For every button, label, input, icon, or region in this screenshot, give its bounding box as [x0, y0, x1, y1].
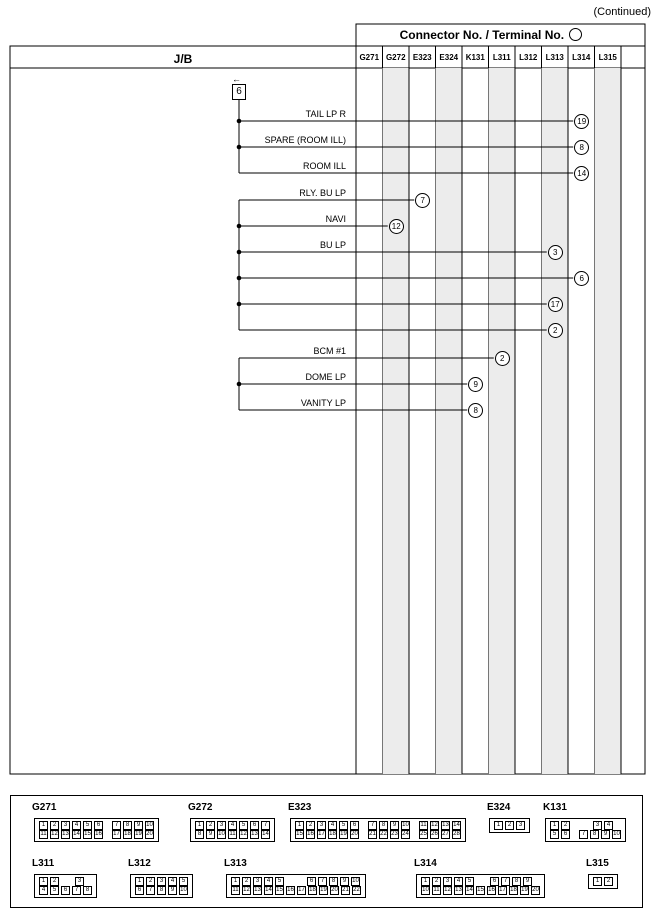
connector-header-title — [356, 28, 626, 42]
column-shade — [595, 68, 622, 774]
cavity: 7 — [318, 877, 327, 886]
connector-row — [231, 877, 361, 886]
cavity: 4 — [604, 821, 613, 830]
cavity: 17 — [499, 887, 506, 893]
terminal-pin: 8 — [468, 403, 483, 418]
cavity-gap — [572, 830, 577, 839]
cavity: 1 — [550, 821, 559, 830]
cavity: 23 — [391, 831, 398, 837]
cavity: 11 — [433, 887, 440, 893]
cavity: 17 — [318, 831, 325, 837]
connector-face — [416, 874, 545, 898]
connector-column-label: E323 — [412, 53, 432, 62]
cavity: 16 — [287, 887, 294, 893]
cavity: 6 — [94, 821, 103, 830]
cavity: 9 — [390, 821, 399, 830]
cavity-gap — [412, 821, 417, 830]
column-shade — [436, 68, 463, 774]
cavity: 14 — [262, 831, 269, 837]
cavity: 20 — [532, 887, 539, 893]
cavity: 7 — [72, 886, 81, 895]
connector-column-label: G272 — [385, 53, 406, 62]
connector-name: K131 — [543, 802, 567, 813]
connector-column-label: E324 — [439, 53, 459, 62]
cavity: 7 — [368, 821, 377, 830]
cavity: 1 — [593, 877, 602, 886]
cavity: 1 — [39, 877, 48, 886]
cavity: 8 — [379, 821, 388, 830]
cavity: 3 — [443, 877, 452, 886]
cavity-gap — [412, 830, 417, 839]
cavity: 2 — [146, 877, 155, 886]
cavity: 2 — [432, 877, 441, 886]
cavity: 9 — [134, 821, 143, 830]
connector-face — [545, 818, 626, 842]
column-shade — [489, 68, 516, 774]
connector-face — [588, 874, 618, 889]
signal-label: NAVI — [325, 214, 346, 224]
connector-row — [593, 877, 613, 886]
connector-name: G272 — [188, 802, 213, 813]
cavity: 12 — [431, 822, 438, 828]
cavity: 13 — [442, 822, 449, 828]
cavity: 22 — [353, 887, 360, 893]
cavity: 4 — [168, 877, 177, 886]
signal-label: BU LP — [319, 240, 346, 250]
connector-row — [39, 877, 92, 886]
cavity-gap — [586, 821, 591, 830]
cavity: 3 — [75, 877, 84, 886]
connector-face — [226, 874, 366, 898]
connector-name: E324 — [487, 802, 511, 813]
cavity: 13 — [62, 831, 69, 837]
connector-column-label: L314 — [572, 53, 591, 62]
cavity: 7 — [261, 821, 270, 830]
cavity: 2 — [50, 821, 59, 830]
cavity: 7 — [579, 830, 588, 839]
connector-name: E323 — [288, 802, 312, 813]
terminal-pin: 8 — [574, 140, 589, 155]
column-shade — [542, 68, 569, 774]
cavity: 11 — [229, 831, 236, 837]
fuse-box-number: 6 — [232, 84, 246, 100]
cavity: 14 — [466, 887, 473, 893]
connector-row — [421, 886, 540, 895]
connector-header-text: Connector No. / Terminal No. — [399, 28, 565, 42]
cavity: 15 — [296, 831, 303, 837]
cavity: 9 — [168, 886, 177, 895]
cavity: 4 — [328, 821, 337, 830]
cavity: 11 — [40, 831, 47, 837]
cavity: 5 — [465, 877, 474, 886]
cavity: 10 — [613, 831, 620, 837]
cavity: 8 — [329, 877, 338, 886]
connector-name: L315 — [586, 858, 609, 869]
cavity: 4 — [39, 886, 48, 895]
cavity: 2 — [242, 877, 251, 886]
connector-row — [195, 830, 270, 839]
cavity: 12 — [243, 887, 250, 893]
cavity: 6 — [307, 877, 316, 886]
connector-column-label: L313 — [545, 53, 564, 62]
cavity: 18 — [124, 831, 131, 837]
cavity: 1 — [494, 821, 503, 830]
terminal-pin: 3 — [548, 245, 563, 260]
connector-row — [39, 886, 92, 895]
cavity: 1 — [195, 821, 204, 830]
connector-row — [135, 877, 188, 886]
cavity-gap — [361, 830, 366, 839]
cavity: 3 — [61, 821, 70, 830]
cavity: 17 — [113, 831, 120, 837]
cavity: 1 — [39, 821, 48, 830]
pin-circle-symbol — [569, 28, 582, 41]
cavity-gap — [68, 877, 73, 886]
cavity: 13 — [455, 887, 462, 893]
cavity: 7 — [112, 821, 121, 830]
cavity: 5 — [339, 821, 348, 830]
cavity: 1 — [295, 821, 304, 830]
cavity: 22 — [380, 831, 387, 837]
connector-row — [135, 886, 188, 895]
cavity: 1 — [135, 877, 144, 886]
cavity: 11 — [420, 822, 427, 828]
cavity: 18 — [309, 887, 316, 893]
connector-name: L311 — [32, 858, 55, 869]
cavity: 7 — [146, 886, 155, 895]
cavity: 21 — [342, 887, 349, 893]
cavity-gap — [105, 830, 110, 839]
cavity: 3 — [593, 821, 602, 830]
cavity: 4 — [72, 821, 81, 830]
cavity: 5 — [275, 877, 284, 886]
cavity: 2 — [306, 821, 315, 830]
cavity: 20 — [146, 831, 153, 837]
cavity: 16 — [95, 831, 102, 837]
cavity: 13 — [254, 887, 261, 893]
cavity: 12 — [51, 831, 58, 837]
cavity: 13 — [251, 831, 258, 837]
cavity: 6 — [490, 877, 499, 886]
connector-name: L313 — [224, 858, 247, 869]
connector-name: L314 — [414, 858, 437, 869]
cavity: 5 — [239, 821, 248, 830]
connector-face — [34, 874, 97, 898]
cavity: 3 — [253, 877, 262, 886]
connector-name: L312 — [128, 858, 151, 869]
cavity: 16 — [307, 831, 314, 837]
cavity: 5 — [179, 877, 188, 886]
cavity: 5 — [83, 821, 92, 830]
connector-row — [195, 821, 270, 830]
terminal-pin: 7 — [415, 193, 430, 208]
cavity: 12 — [444, 887, 451, 893]
cavity: 8 — [157, 886, 166, 895]
terminal-pin: 17 — [548, 297, 563, 312]
cavity: 28 — [453, 831, 460, 837]
cavity: 6 — [350, 821, 359, 830]
cavity: 9 — [206, 830, 215, 839]
signal-label: ROOM ILL — [302, 161, 346, 171]
terminal-pin: 12 — [389, 219, 404, 234]
cavity: 4 — [454, 877, 463, 886]
cavity: 15 — [477, 887, 484, 893]
cavity: 15 — [276, 887, 283, 893]
cavity: 16 — [488, 887, 495, 893]
terminal-pin: 14 — [574, 166, 589, 181]
cavity-gap — [579, 821, 584, 830]
terminal-pin: 2 — [495, 351, 510, 366]
cavity: 20 — [331, 887, 338, 893]
cavity: 20 — [351, 831, 358, 837]
cavity-gap — [361, 821, 366, 830]
cavity: 3 — [217, 821, 226, 830]
connector-name: G271 — [32, 802, 57, 813]
cavity: 3 — [516, 821, 525, 830]
signal-label: BCM #1 — [313, 346, 346, 356]
connector-row — [295, 821, 461, 830]
connector-row — [295, 830, 461, 839]
signal-label: DOME LP — [305, 372, 346, 382]
signal-label: TAIL LP R — [305, 109, 346, 119]
cavity-gap — [293, 877, 298, 886]
cavity: 14 — [453, 822, 460, 828]
continued-label: (Continued) — [593, 6, 651, 18]
cavity: 9 — [523, 877, 532, 886]
terminal-pin: 9 — [468, 377, 483, 392]
arrow-left-icon: ← — [232, 74, 241, 84]
cavity: 27 — [442, 831, 449, 837]
cavity: 19 — [135, 831, 142, 837]
cavity: 4 — [228, 821, 237, 830]
connector-column-label: L312 — [519, 53, 538, 62]
connector-row — [421, 877, 540, 886]
connector-face — [34, 818, 159, 842]
cavity-gap — [476, 877, 481, 886]
cavity: 3 — [157, 877, 166, 886]
cavity: 26 — [431, 831, 438, 837]
cavity: 19 — [320, 887, 327, 893]
terminal-pin: 19 — [574, 114, 589, 129]
cavity: 3 — [317, 821, 326, 830]
cavity: 10 — [402, 822, 409, 828]
connector-face — [190, 818, 275, 842]
cavity: 21 — [369, 831, 376, 837]
cavity: 2 — [505, 821, 514, 830]
terminal-pin: 6 — [574, 271, 589, 286]
cavity-gap — [300, 877, 305, 886]
cavity: 8 — [512, 877, 521, 886]
connector-column-label: L315 — [598, 53, 617, 62]
signal-label: SPARE (ROOM ILL) — [264, 135, 346, 145]
cavity: 6 — [135, 886, 144, 895]
cavity: 7 — [501, 877, 510, 886]
cavity: 10 — [422, 887, 429, 893]
connector-face — [130, 874, 193, 898]
cavity: 14 — [73, 831, 80, 837]
cavity: 10 — [180, 887, 187, 893]
cavity: 8 — [83, 886, 92, 895]
connector-row — [231, 886, 361, 895]
cavity: 5 — [550, 830, 559, 839]
signal-label: RLY. BU LP — [299, 188, 346, 198]
cavity: 1 — [421, 877, 430, 886]
cavity-gap — [572, 821, 577, 830]
connector-face — [290, 818, 466, 842]
connector-row — [39, 821, 154, 830]
cavity: 15 — [84, 831, 91, 837]
cavity: 12 — [240, 831, 247, 837]
cavity: 6 — [561, 830, 570, 839]
cavity: 24 — [402, 831, 409, 837]
cavity: 8 — [195, 830, 204, 839]
cavity: 10 — [146, 822, 153, 828]
cavity: 11 — [232, 887, 239, 893]
connector-column-label: L311 — [492, 53, 511, 62]
cavity: 9 — [601, 830, 610, 839]
connector-row — [39, 830, 154, 839]
connector-column-label: K131 — [465, 53, 485, 62]
column-shade — [383, 68, 410, 774]
cavity: 8 — [123, 821, 132, 830]
cavity: 25 — [420, 831, 427, 837]
cavity: 10 — [352, 878, 359, 884]
connector-row — [550, 821, 621, 830]
signal-label: VANITY LP — [300, 398, 346, 408]
cavity: 17 — [298, 887, 305, 893]
cavity: 2 — [604, 877, 613, 886]
cavity: 18 — [329, 831, 336, 837]
cavity: 1 — [231, 877, 240, 886]
cavity: 5 — [50, 886, 59, 895]
cavity: 18 — [510, 887, 517, 893]
cavity: 6 — [250, 821, 259, 830]
cavity: 10 — [218, 831, 225, 837]
cavity: 9 — [340, 877, 349, 886]
cavity: 14 — [265, 887, 272, 893]
connector-row — [494, 821, 525, 830]
cavity: 19 — [521, 887, 528, 893]
cavity: 6 — [61, 886, 70, 895]
cavity-gap — [105, 821, 110, 830]
cavity-gap — [483, 877, 488, 886]
connector-row — [550, 830, 621, 839]
connector-face — [489, 818, 530, 833]
cavity-gap — [286, 877, 291, 886]
cavity: 2 — [561, 821, 570, 830]
connector-column-label: G271 — [359, 53, 380, 62]
cavity: 4 — [264, 877, 273, 886]
cavity: 2 — [206, 821, 215, 830]
terminal-pin: 2 — [548, 323, 563, 338]
cavity: 19 — [340, 831, 347, 837]
jb-label: J/B — [173, 52, 193, 66]
cavity-gap — [61, 877, 66, 886]
cavity: 2 — [50, 877, 59, 886]
cavity: 8 — [590, 830, 599, 839]
